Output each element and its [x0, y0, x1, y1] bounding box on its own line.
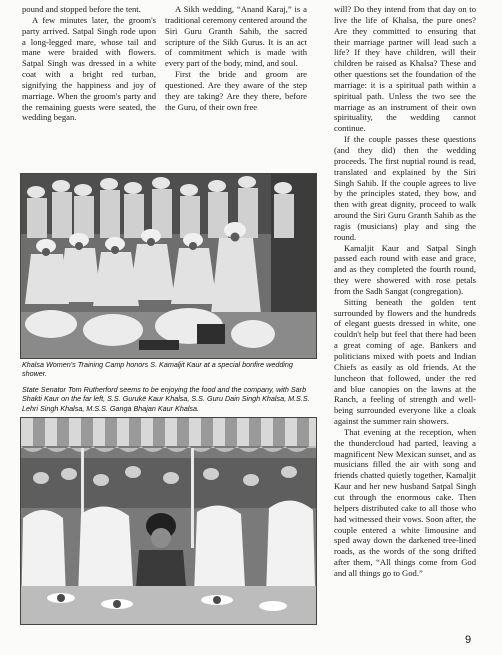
paragraph: pound and stopped before the tent. [22, 4, 141, 14]
text-column-2 [165, 4, 307, 112]
photo-luncheon-canopy [20, 417, 317, 625]
text-column-1 [22, 4, 156, 123]
paragraph: If the couple passes these questions (and they did) then the wedding proceeds. The first nuptial round is read, translated and explained by the Siri Singh Sahib. If the couple agrees to live by the principles stated, they bow, and then with great dignity, proceed to walk around the Siri Guru Granth Sahib as the ragis (musicians) play and sing the round. [334, 134, 476, 242]
photo-wedding-shower [20, 173, 317, 359]
text-column-3 [334, 4, 476, 579]
paragraph: That evening at the reception, when the thundercloud had parted, leaving a magnificent New Mexican sunset, and as musicians filled the air with song and friends chatted quietly together, Kamaljit Kaur and her new husband Satpal Singh cut through the enormous cake. Then helpers distributed cake to all those who had witnessed their vows. Soon after, the couple entered a white limousine and sped away down the darkened tree-lined roads, as the words of the song drifted after them, “All things come from God and all things go to God.” [334, 426, 476, 578]
paragraph: Sitting beneath the golden tent surrounded by flowers and the hundreds of elegant guests dressed in white, one couldn't help but feel that there had been a great coming of age. Bankers and politicians mixed with poets and Indian Chiefs as easily as old friends. At the luncheon that followed, under the red and blue canopies on the lawns at the Ranch, a feeling of strength and well-being surrounded everyone like a cloak against the summer rain showers. [334, 296, 476, 427]
paragraph: First the bride and groom are questioned. Are they aware of the step they are taking? Are they there, before the Guru, of their own free [165, 69, 307, 112]
photo-caption: State Senator Tom Rutherford seems to be enjoying the food and the company, with Sarb Shakti Kaur on the far left, S.S. Gurukë Kaur Khalsa, S.S. Guru Dain Singh Khalsa, M.S.S. Lehri Singh Khalsa, M.S.S. Ganga Bhajan Kaur Khalsa. [22, 385, 310, 413]
page-number: 9 [465, 634, 472, 646]
paragraph: Kamaljit Kaur and Satpal Singh passed each round with ease and grace, and as they completed the fourth round, they were showered with rose petals from the Sadh Sangat (congregation). [334, 242, 476, 296]
paragraph: will? Do they intend from that day on to live the life of Khalsa, the pure ones? Are they committed to ensuring that their marriage partner will lead such a life? If they have children, will their children be raised as Khalsa? These and other questions set the foundation of the marriage: it is a spiritual path within a spiritual path. Unless the two see the marriage as an instrument of their own spirituality, the wedding cannot continue. [334, 4, 476, 134]
paragraph: A Sikh wedding, “Anand Karaj,” is a traditional ceremony centered around the Siri Guru Granth Sahib, the sacred scripture of the Sikh Gurus. It is an act of commitment which is made with every part of the body, mind, and soul. [165, 4, 307, 69]
photo-caption: Khalsa Women's Training Camp honors S. Kamaljit Kaur at a special bonfire wedding shower. [22, 360, 293, 379]
paragraph: A few minutes later, the groom's party arrived. Satpal Singh rode upon a long-legged mare, whose tail and mane were braided with flowers. Satpal Singh was dressed in a white coat with a bright red turban, signifying the happiness and joy of marriage. When the groom's party and the remaining guests were seated, the wedding began. [22, 14, 156, 123]
